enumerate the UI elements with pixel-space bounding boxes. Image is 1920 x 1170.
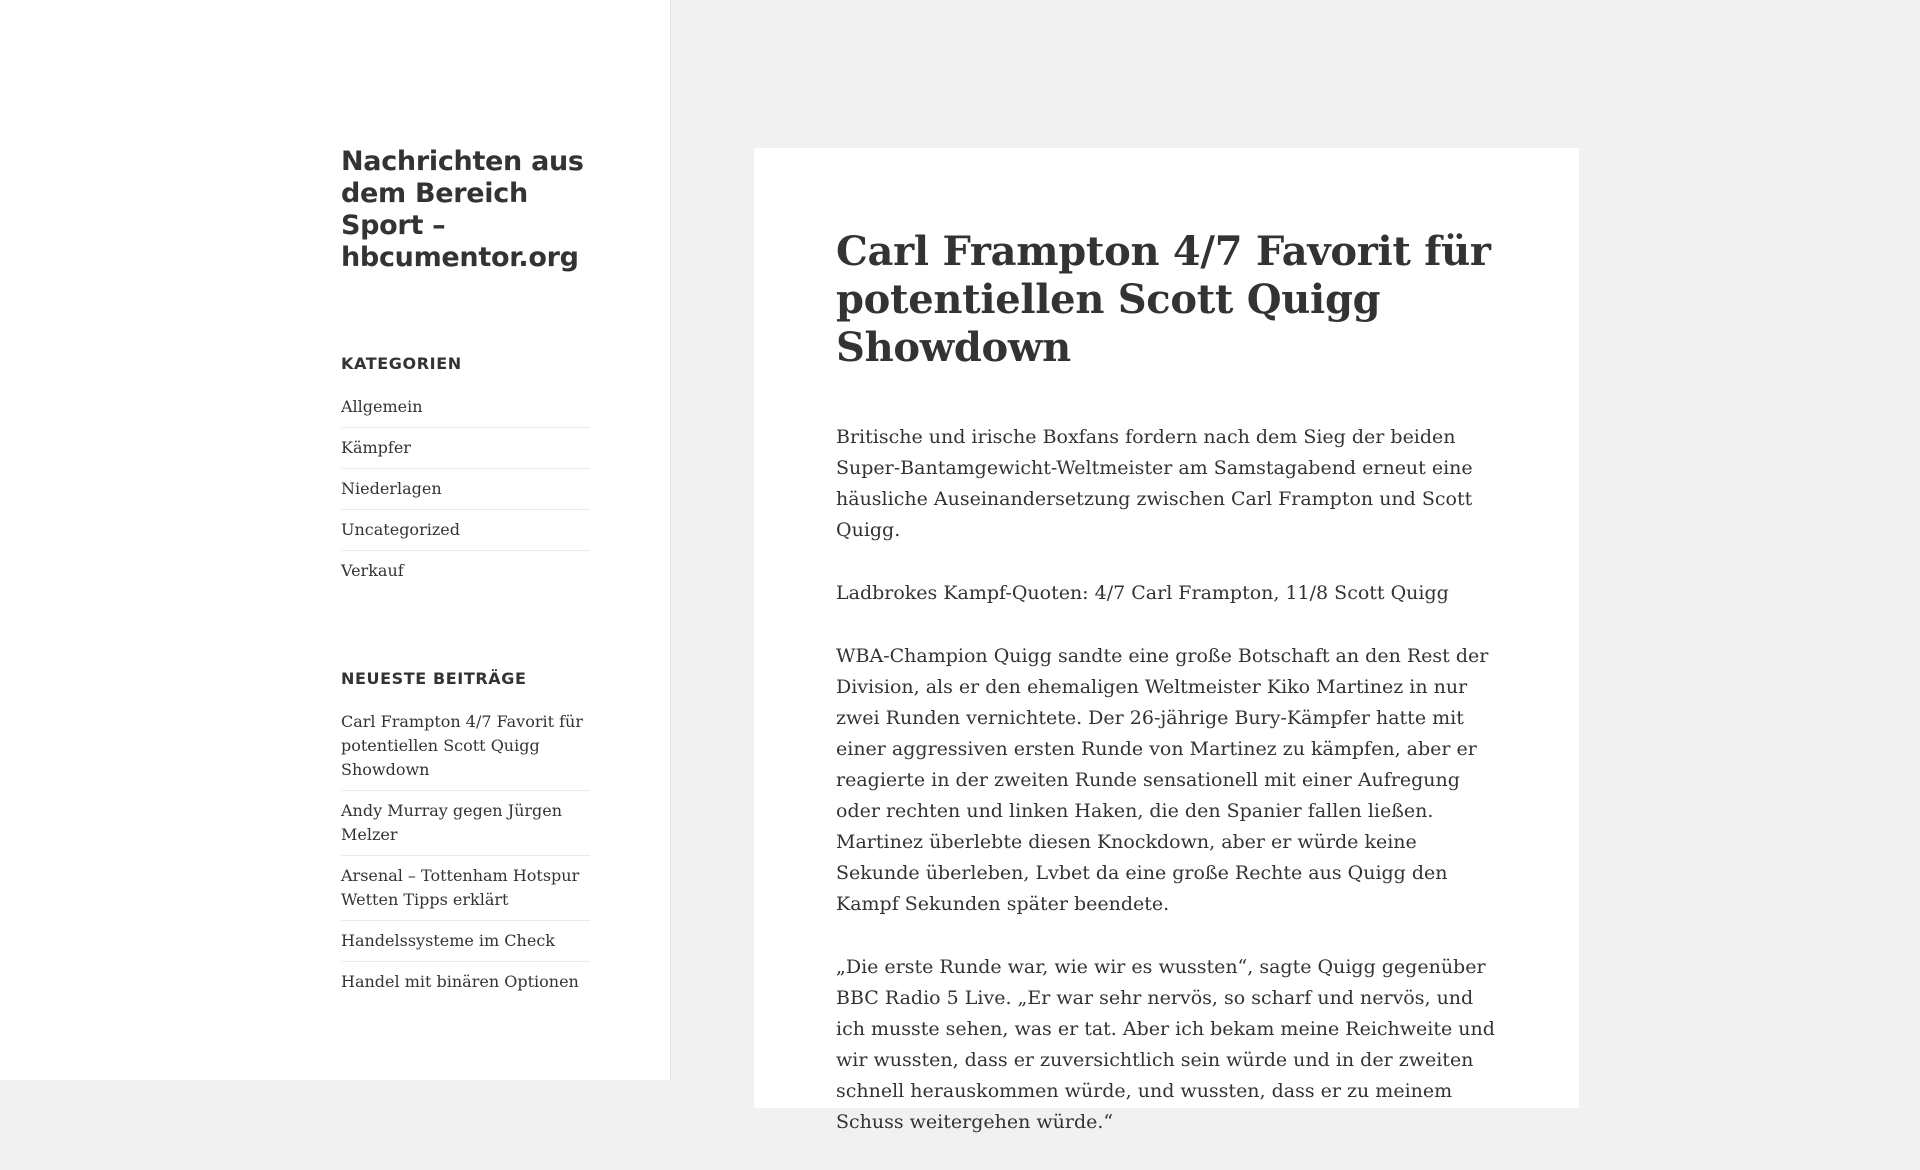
recent-post-link[interactable]: Arsenal – Tottenham Hotspur Wetten Tipps erklärt [341, 855, 590, 920]
category-link-allgemein[interactable]: Allgemein [341, 397, 423, 416]
category-link-niederlagen[interactable]: Niederlagen [341, 468, 590, 509]
categories-widget [341, 354, 590, 591]
category-link-uncategorized[interactable]: Uncategorized [341, 509, 590, 550]
site-title-link[interactable]: Nachrichten aus dem Bereich Sport – hbcumentor.org [341, 146, 584, 273]
sidebar-content [341, 146, 590, 1002]
categories-list [341, 395, 590, 591]
category-link-kaempfer[interactable]: Kämpfer [341, 427, 590, 468]
article-paragraph: Ladbrokes Kampf-Quoten: 4/7 Carl Frampton, 11/8 Scott Quigg [836, 582, 1449, 604]
recent-posts-widget-title: NEUESTE BEITRÄGE [341, 669, 527, 688]
recent-post-link[interactable]: Handelssysteme im Check [341, 920, 590, 961]
recent-post-link[interactable]: Andy Murray gegen Jürgen Melzer [341, 790, 590, 855]
article-title: Carl Frampton 4/7 Favorit für potentiellen Scott Quigg Showdown [836, 228, 1491, 371]
categories-widget-title: KATEGORIEN [341, 354, 462, 373]
article-paragraph: WBA-Champion Quigg sandte eine große Botschaft an den Rest der Division, als er den ehemaligen Weltmeister Kiko Martinez in nur zwei Runden vernichtete. Der 26-jährige Bury-Kämpfer hatte mit einer aggressiven ersten Runde von Martinez zu kämpfen, aber er reagierte in der zweiten Runde sensationell mit einer Aufregung oder rechten und linken Haken, die den Spanier fallen ließen. Martinez überlebte diesen Knockdown, aber er würde keine Sekunde überleben, Lvbet da eine große Rechte aus Quigg den Kampf Sekunden später beendete. [836, 645, 1489, 915]
sidebar [0, 0, 671, 1080]
article-body [836, 422, 1500, 1138]
article-paragraph: Britische und irische Boxfans fordern nach dem Sieg der beiden Super-Bantamgewicht-Weltmeister am Samstagabend erneut eine häusliche Auseinandersetzung zwischen Carl Frampton und Scott Quigg. [836, 426, 1473, 541]
recent-posts-widget [341, 669, 590, 1002]
recent-posts-list [341, 710, 590, 1002]
article-card [754, 148, 1579, 1133]
category-link-verkauf[interactable]: Verkauf [341, 550, 590, 591]
article [836, 228, 1500, 1170]
article-paragraph: „Die erste Runde war, wie wir es wussten“, sagte Quigg gegenüber BBC Radio 5 Live. „Er war sehr nervös, so scharf und nervös, und ich musste sehen, was er tat. Aber ich bekam meine Reichweite und wir wussten, dass er zuversichtlich sein würde und in der zweiten schnell herauskommen würde, und wussten, dass er zu meinem Schuss weitergehen würde.“ [836, 956, 1495, 1133]
recent-post-link[interactable]: Handel mit binären Optionen [341, 961, 590, 1002]
recent-post-link[interactable]: Carl Frampton 4/7 Favorit für potentiellen Scott Quigg Showdown [341, 712, 584, 779]
